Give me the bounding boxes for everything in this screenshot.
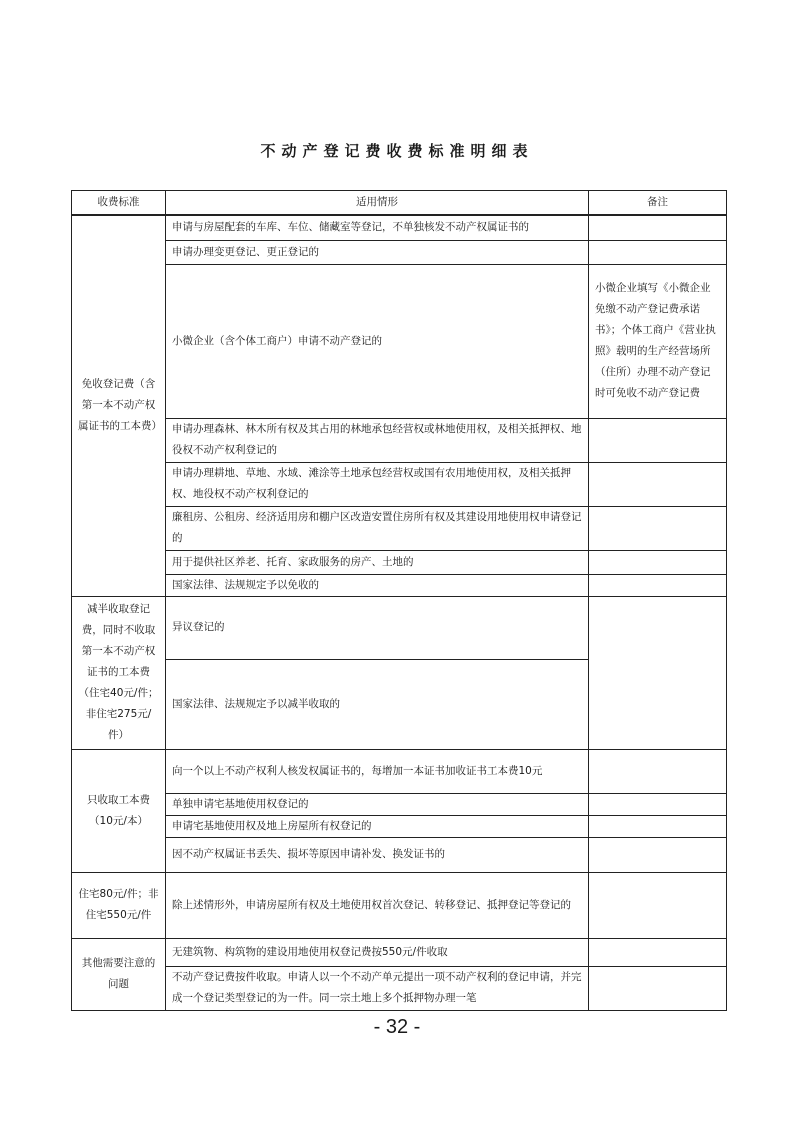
- remark-cell: [589, 240, 727, 264]
- situation-cell: 用于提供社区养老、托育、家政服务的房产、土地的: [166, 550, 589, 574]
- situation-cell: 无建筑物、构筑物的建设用地使用权登记费按550元/件收取: [166, 938, 589, 966]
- remark-cell: 小微企业填写《小微企业免缴不动产登记费承诺书》；个体工商户《营业执照》载明的生产经营场所（住所）办理不动产登记时可免收不动产登记费: [589, 264, 727, 418]
- table-row: [72, 749, 727, 793]
- table-row: [72, 264, 727, 418]
- situation-cell: 申请办理森林、林木所有权及其占用的林地承包经营权或林地使用权，及相关抵押权、地役权不动产权利登记的: [166, 418, 589, 462]
- fee-standard-table: [71, 190, 727, 1011]
- remark-cell: [589, 574, 727, 596]
- page-title: 不动产登记费收费标准明细表: [260, 142, 534, 160]
- table-row: [72, 506, 727, 550]
- category-exempt: 免收登记费（含第一本不动产权属证书的工本费）: [72, 215, 166, 596]
- remark-cell: [589, 596, 727, 749]
- remark-cell: [589, 215, 727, 240]
- table-row: [72, 240, 727, 264]
- remark-cell: [589, 966, 727, 1010]
- page-number: - 32 -: [373, 1016, 421, 1038]
- situation-cell: 不动产登记费按件收取。申请人以一个不动产单元提出一项不动产权利的登记申请，并完成一个登记类型登记的为一件。同一宗土地上多个抵押物办理一笔: [166, 966, 589, 1010]
- table-row: [72, 574, 727, 596]
- remark-cell: [589, 749, 727, 793]
- table-header-row: [72, 191, 727, 216]
- situation-cell: 除上述情形外，申请房屋所有权及土地使用权首次登记、转移登记、抵押登记等登记的: [166, 872, 589, 938]
- table-row: [72, 938, 727, 966]
- column-header-situation: 适用情形: [166, 191, 589, 216]
- remark-cell: [589, 815, 727, 837]
- table-row: [72, 462, 727, 506]
- table-row: [72, 966, 727, 1010]
- remark-cell: [589, 462, 727, 506]
- remark-cell: [589, 550, 727, 574]
- situation-cell: 单独申请宅基地使用权登记的: [166, 793, 589, 815]
- table-row: [72, 837, 727, 872]
- situation-cell: 申请宅基地使用权及地上房屋所有权登记的: [166, 815, 589, 837]
- situation-cell: 小微企业（含个体工商户）申请不动产登记的: [166, 264, 589, 418]
- category-cost-only: 只收取工本费（10元/本）: [72, 749, 166, 872]
- column-header-remark: 备注: [589, 191, 727, 216]
- column-header-standard: 收费标准: [72, 191, 166, 216]
- table-row: [72, 418, 727, 462]
- remark-cell: [589, 837, 727, 872]
- category-other-notes: 其他需要注意的问题: [72, 938, 166, 1010]
- table-row: [72, 793, 727, 815]
- category-standard-fee: 住宅80元/件；非住宅550元/件: [72, 872, 166, 938]
- table-row: [72, 815, 727, 837]
- situation-cell: 向一个以上不动产权利人核发权属证书的，每增加一本证书加收证书工本费10元: [166, 749, 589, 793]
- remark-cell: [589, 418, 727, 462]
- table-row: [72, 215, 727, 240]
- table-row: [72, 872, 727, 938]
- situation-cell: 申请办理变更登记、更正登记的: [166, 240, 589, 264]
- category-half-fee: 减半收取登记费，同时不收取第一本不动产权证书的工本费（住宅40元/件；非住宅275元/件）: [72, 596, 166, 749]
- remark-cell: [589, 506, 727, 550]
- situation-cell: 异议登记的: [166, 596, 589, 659]
- remark-cell: [589, 872, 727, 938]
- table-row: [72, 596, 727, 659]
- situation-cell: 国家法律、法规规定予以免收的: [166, 574, 589, 596]
- situation-cell: 申请办理耕地、草地、水域、滩涂等土地承包经营权或国有农用地使用权，及相关抵押权、地役权不动产权利登记的: [166, 462, 589, 506]
- remark-cell: [589, 793, 727, 815]
- situation-cell: 申请与房屋配套的车库、车位、储藏室等登记，不单独核发不动产权属证书的: [166, 215, 589, 240]
- situation-cell: 因不动产权属证书丢失、损坏等原因申请补发、换发证书的: [166, 837, 589, 872]
- situation-cell: 廉租房、公租房、经济适用房和棚户区改造安置住房所有权及其建设用地使用权申请登记的: [166, 506, 589, 550]
- table-row: [72, 550, 727, 574]
- situation-cell: 国家法律、法规规定予以减半收取的: [166, 659, 589, 749]
- remark-cell: [589, 938, 727, 966]
